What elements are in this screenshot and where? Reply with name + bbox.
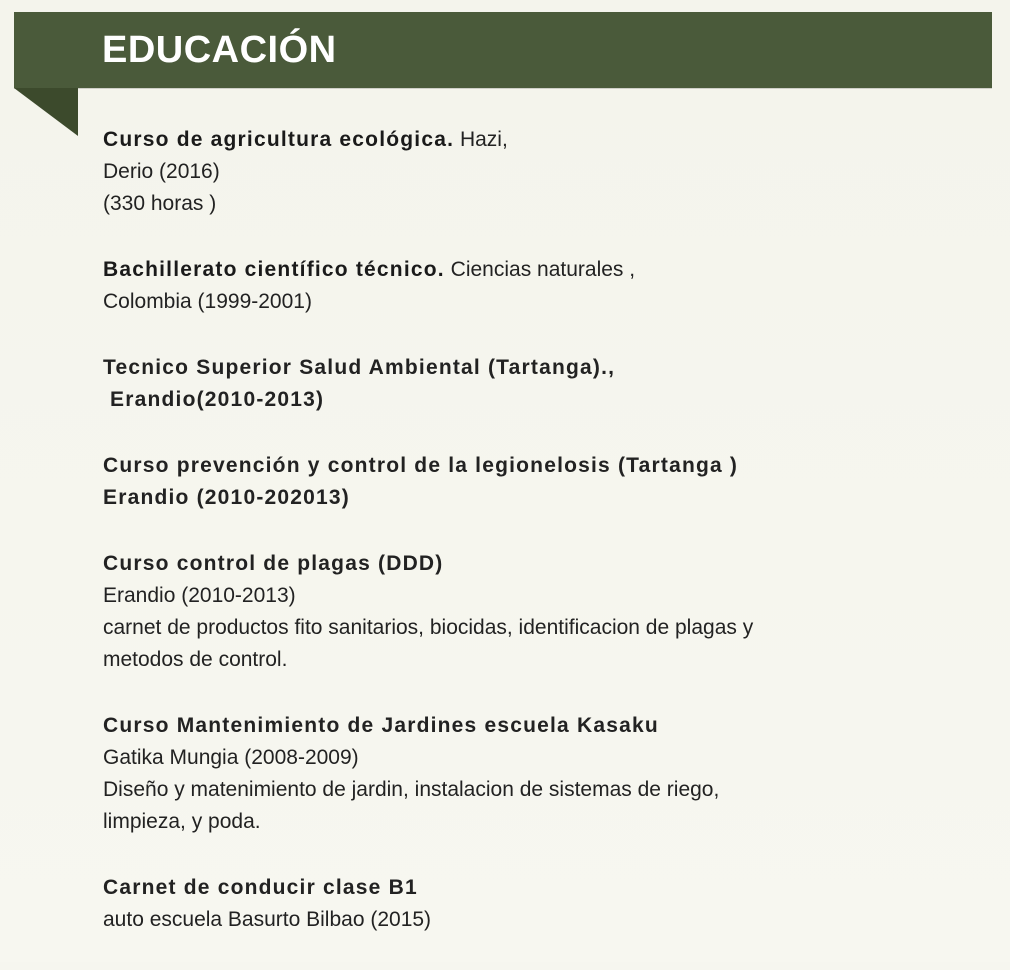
entry-title: Curso Mantenimiento de Jardines escuela Kasaku [103,714,659,737]
education-entry [103,872,983,936]
education-entry [103,450,983,514]
entry-detail: Erandio (2010-2013) [103,584,296,607]
entry-detail: (330 horas ) [103,192,217,215]
section-title: EDUCACIÓN [102,29,337,71]
entry-detail: carnet de productos fito sanitarios, biocidas, identificacion de plagas y [103,616,754,639]
header-fold-corner [14,88,78,136]
education-list [103,124,983,970]
education-entry [103,254,983,318]
entry-detail: Diseño y matenimiento de jardin, instalacion de sistemas de riego, [103,778,720,801]
entry-title: Curso control de plagas (DDD) [103,552,444,575]
entry-detail: metodos de control. [103,648,288,671]
education-entry [103,710,983,838]
entry-institution: Ciencias naturales , [444,258,636,281]
entry-heading [103,124,983,156]
entry-title: Curso de agricultura ecológica. [103,128,455,151]
education-entry [103,124,983,220]
entry-detail: Colombia (1999-2001) [103,290,312,313]
entry-title: Tecnico Superior Salud Ambiental (Tartanga)., [103,356,616,379]
entry-title: Bachillerato científico técnico. [103,258,445,281]
entry-institution: Hazi, [454,128,508,151]
entry-title: Carnet de conducir clase B1 [103,876,418,899]
entry-detail: Derio (2016) [103,160,220,183]
education-entry [103,352,983,416]
entry-location: Erandio(2010-2013) [103,388,325,411]
entry-detail: limpieza, y poda. [103,810,261,833]
education-entry [103,548,983,676]
entry-heading [103,254,983,286]
entry-location: Erandio (2010-202013) [103,486,350,509]
entry-detail: Gatika Mungia (2008-2009) [103,746,359,769]
entry-title: Curso prevención y control de la legionelosis (Tartanga ) [103,454,739,477]
entry-detail: auto escuela Basurto Bilbao (2015) [103,908,432,931]
